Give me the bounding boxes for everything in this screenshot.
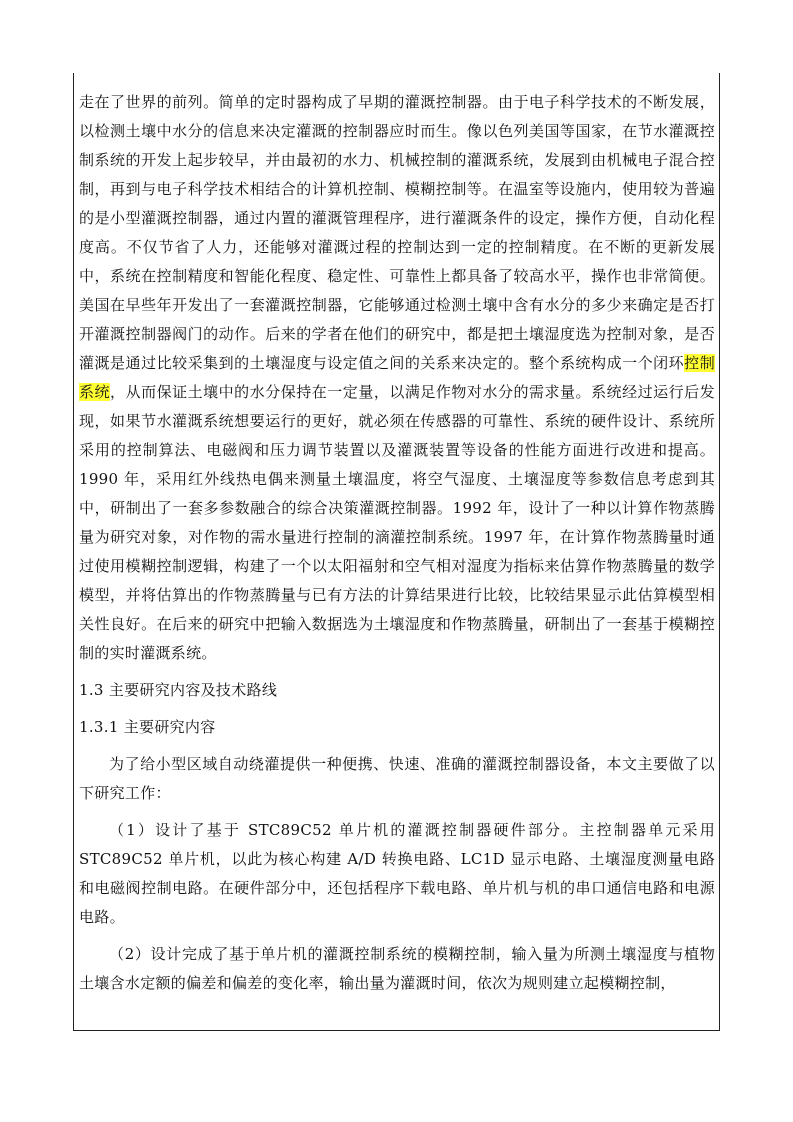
paragraph-text-continued: ，从而保证土壤中的水分保持在一定量，以满足作物对水分的需求量。系统经过运行后发现，如果节水灌溉系统想要运行的更好，就必须在传感器的可靠性、系统的硬件设计、系统所采用的控制算法、电磁阀和压力调节装置以及灌溉装置等设备的性能方面进行改进和提高。1990 年，采用红外线热电偶来测量土壤温度，将空气湿度、土壤湿度等参数信息考虑到其中，研制出了一套多参数融合的综合决策灌溉控制器。1992 年，设计了一种以计算作物蒸腾量为研究对象，对作物的需水量进行控制的滴灌控制系统。1997 年，在计算作物蒸腾量时通过使用模糊控制逻辑，构建了一个以太阳福射和空气相对湿度为指标来估算作物蒸腾量的数学模型，并将估算出的作物蒸腾量与已有方法的计算结果进行比较，比较结果显示此估算模型相关性良好。在后来的研究中把输入数据选为土壤湿度和作物蒸腾量，研制出了一套基于模糊控制的实时灌溉系统。: [79, 383, 715, 662]
document-body: [79, 88, 715, 998]
research-item-1: （1）设计了基于 STC89C52 单片机的灌溉控制器硬件部分。主控制器单元采用 STC89C52 单片机，以此为核心构建 A/D 转换电路、LC1D 显示电路、土壤湿度测量电路和电磁阀控制电路。在硬件部分中，还包括程序下载电路、单片机与机的串口通信电路和电源电路。: [79, 821, 715, 926]
section-heading: 1.3 主要研究内容及技术路线: [79, 681, 278, 699]
research-item-2: （2）设计完成了基于单片机的灌溉控制系统的模糊控制，输入量为所测土壤湿度与植物土壤含水定额的偏差和偏差的变化率，输出量为灌溉时间，依次为规则建立起模糊控制，: [79, 945, 715, 992]
body-paragraph: [79, 88, 715, 668]
subsection-heading: 1.3.1 主要研究内容: [79, 718, 216, 736]
intro-paragraph: 为了给小型区域自动绕灌提供一种便携、快速、准确的灌溉控制器设备，本文主要做了以下研究工作：: [79, 755, 715, 802]
paragraph-text: 走在了世界的前列。简单的定时器构成了早期的灌溉控制器。由于电子科学技术的不断发展，以检测土壤中水分的信息来决定灌溉的控制器应时而生。像以色列美国等国家，在节水灌溉控制系统的开发上起步较早，并由最初的水力、机械控制的灌溉系统，发展到由机械电子混合控制，再到与电子科学技术相结合的计算机控制、模糊控制等。在温室等设施内，使用较为普遍的是小型灌溉控制器，通过内置的灌溉管理程序，进行灌溉条件的设定，操作方便，自动化程度高。不仅节省了人力，还能够对灌溉过程的控制达到一定的控制精度。在不断的更新发展中，系统在控制精度和智能化程度、稳定性、可靠性上都具备了较高水平，操作也非常简便。美国在早些年开发出了一套灌溉控制器，它能够通过检测土壤中含有水分的多少来确定是否打开灌溉控制器阀门的动作。后来的学者在他们的研究中，都是把土壤湿度选为控制对象，是否灌溉是通过比较采集到的土壤湿度与设定值之间的关系来决定的。整个系统构成一个闭环: [79, 93, 715, 372]
highlighted-term: 控制系统: [79, 354, 715, 401]
